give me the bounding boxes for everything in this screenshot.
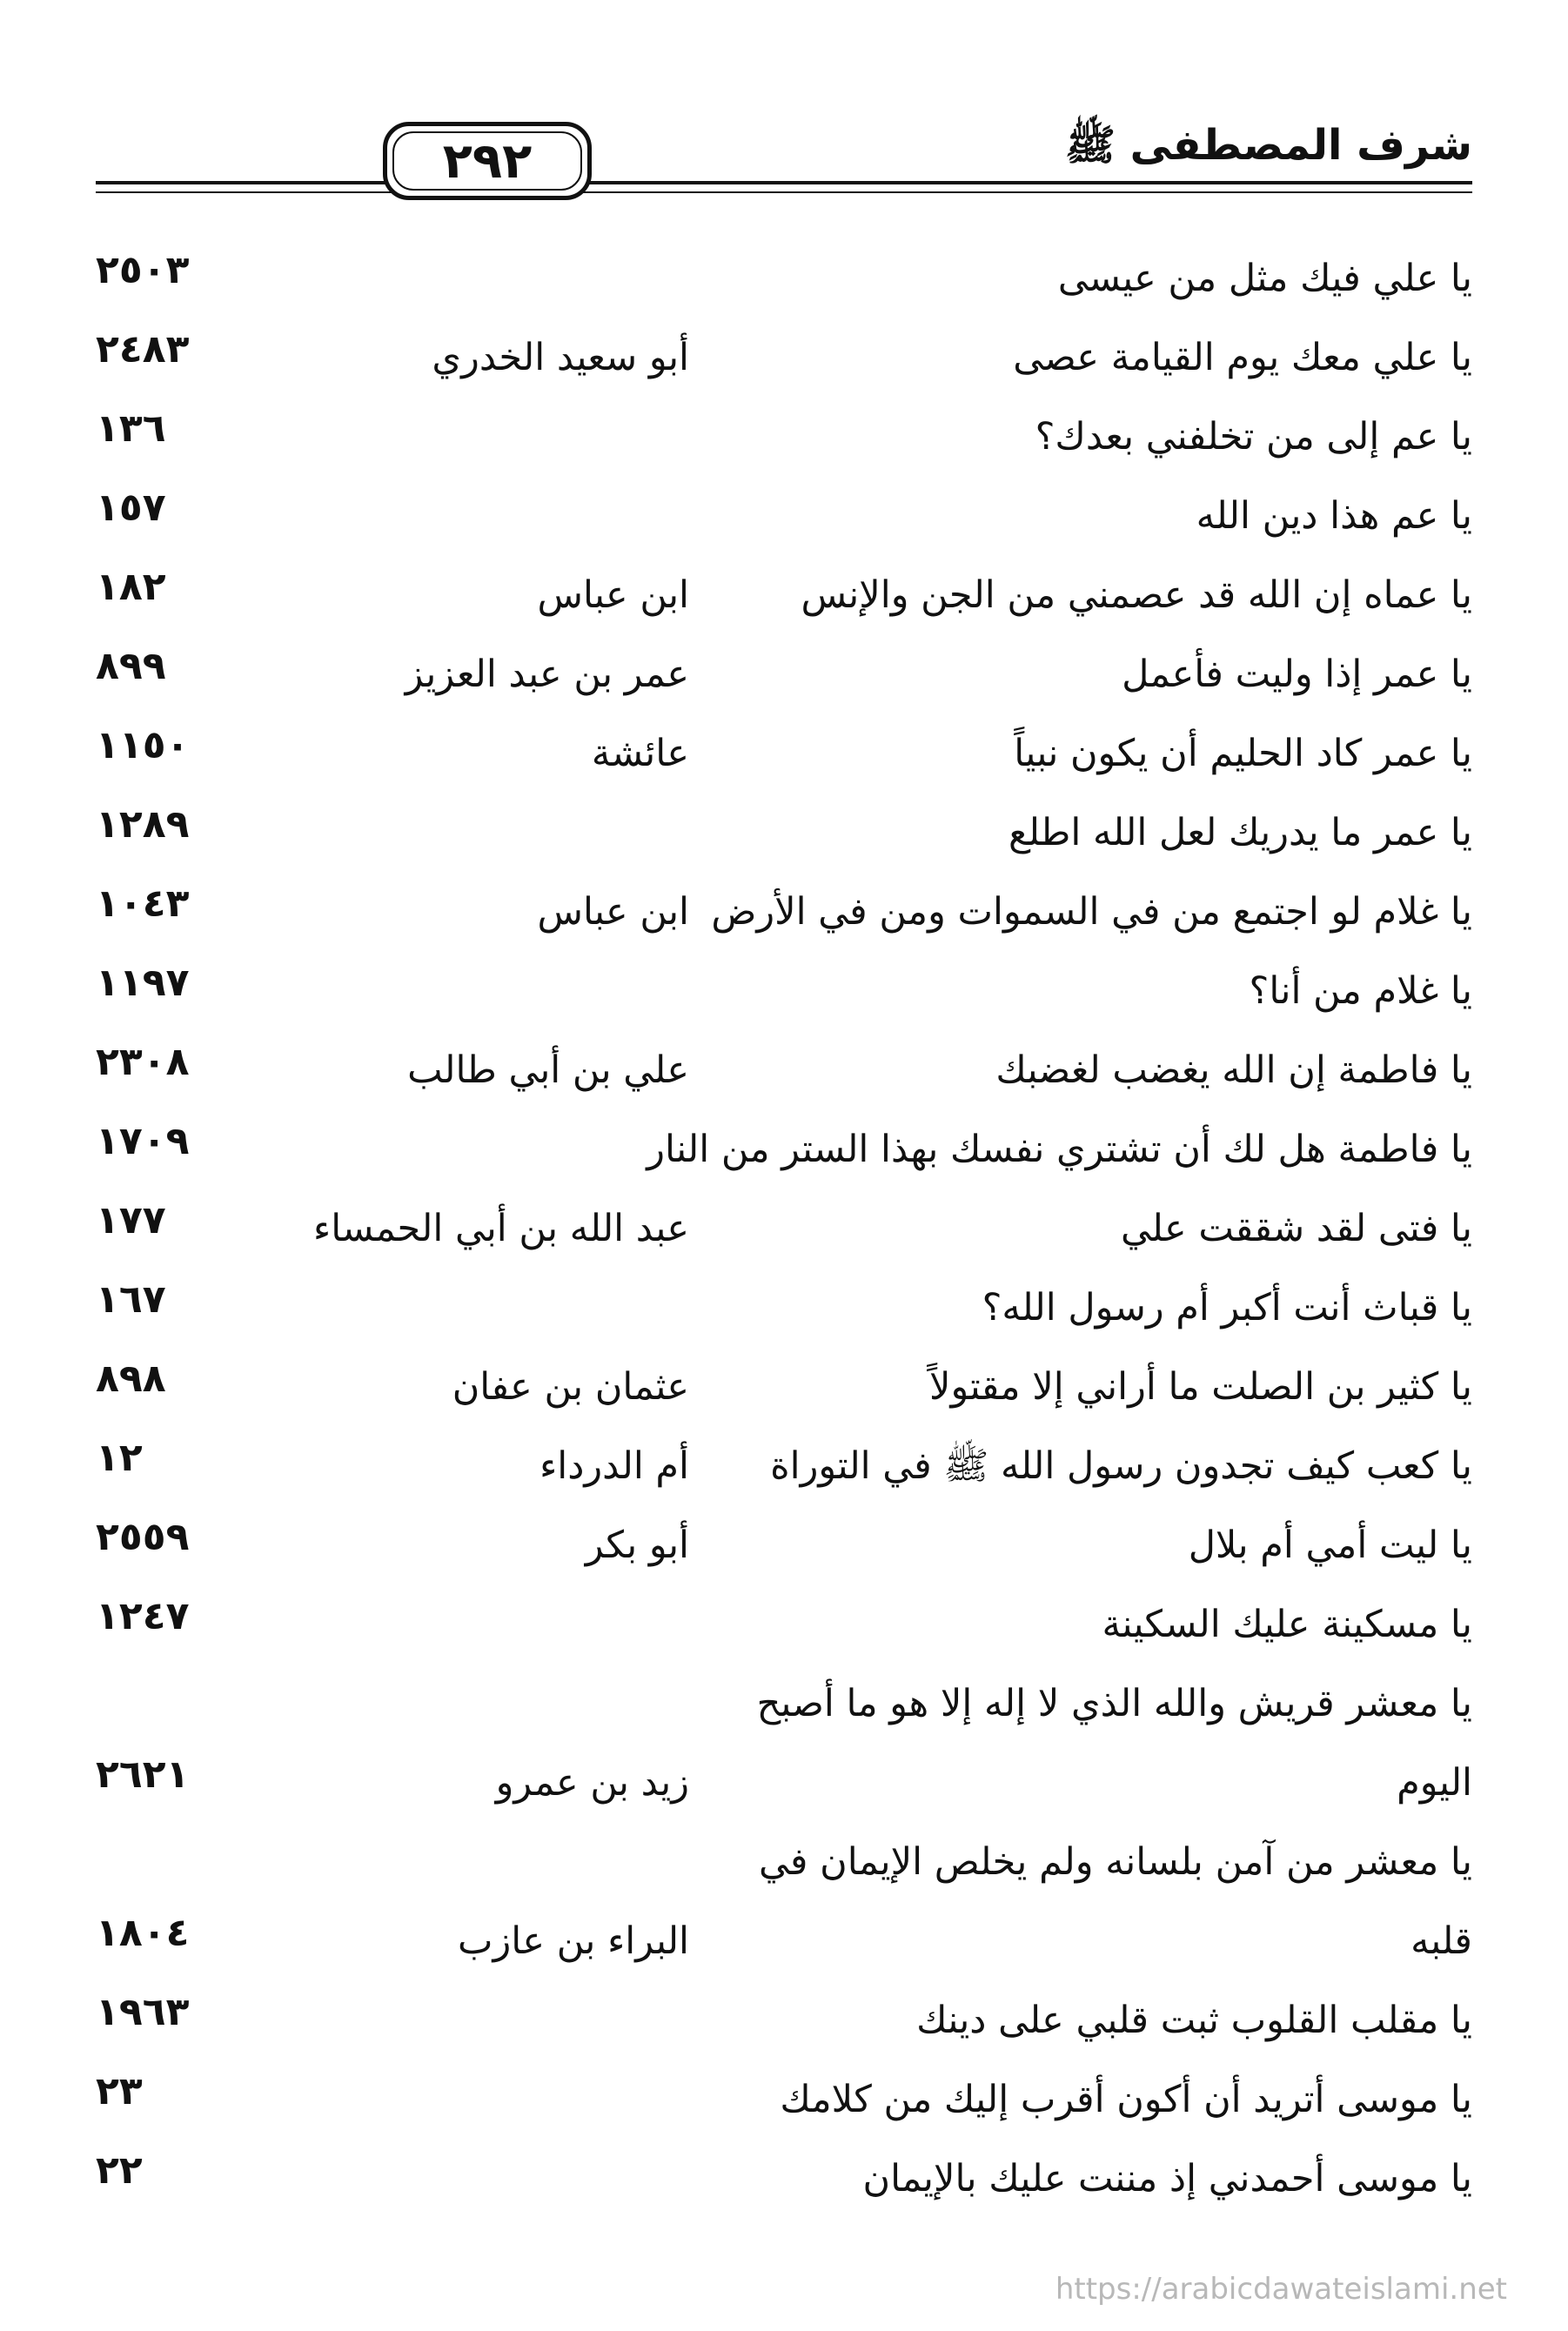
index-entry [96, 1656, 1472, 1814]
header-rule-top [96, 181, 1472, 184]
narrator-name: عائشة [591, 732, 689, 775]
hadith-title: يا عماه إن الله قد عصمني من الجن والإنس [801, 573, 1472, 617]
hadith-number: ١٨٢ [96, 565, 166, 609]
hadith-title: يا غلام لو اجتمع من في السموات ومن في الأرض [711, 890, 1472, 934]
index-entry [96, 1577, 1472, 1656]
index-entry [96, 231, 1472, 310]
index-entry [96, 943, 1472, 1022]
hadith-number: ٢٣ [96, 2069, 143, 2113]
hadith-number: ٨٩٩ [96, 644, 166, 688]
hadith-number: ٢٣٠٨ [96, 1040, 190, 1084]
hadith-number: ٢٤٨٣ [96, 327, 190, 372]
hadith-title: يا فتى لقد شققت علي [1120, 1207, 1472, 1250]
narrator-name: أبو سعيد الخدري [432, 336, 689, 379]
hadith-number: ٢٥٠٣ [96, 248, 190, 292]
index-entry [96, 1181, 1472, 1260]
hadith-title: يا عم هذا دين الله [1196, 494, 1472, 538]
hadith-number: ٨٩٨ [96, 1356, 166, 1401]
index-entry [96, 706, 1472, 785]
index-entry [96, 1497, 1472, 1577]
hadith-number: ١٣٦ [96, 406, 166, 451]
index-entry [96, 864, 1472, 943]
hadith-title: يا قباث أنت أكبر أم رسول الله؟ [982, 1286, 1472, 1330]
hadith-number: ١٦٧ [96, 1277, 166, 1322]
index-entry [96, 310, 1472, 389]
index-entry [96, 785, 1472, 864]
hadith-number: ٢٢ [96, 2148, 143, 2193]
narrator-name: أبو بكر [585, 1524, 689, 1567]
hadith-number: ١٥٧ [96, 486, 166, 530]
index-entry [96, 1973, 1472, 2052]
hadith-title: يا عمر ما يدريك لعل الله اطلع [1008, 811, 1472, 854]
hadith-title: يا عمر إذا وليت فأعمل [1122, 653, 1472, 696]
header-rule-bottom [96, 191, 1472, 193]
index-entry [96, 1260, 1472, 1339]
index-entry [96, 1102, 1472, 1181]
index-entry [96, 626, 1472, 706]
hadith-title: يا معشر قريش والله الذي لا إله إلا هو ما أصبح اليوم [756, 1682, 1472, 1805]
hadith-title: يا ليت أمي أم بلال [1188, 1524, 1472, 1567]
hadith-number: ١١٩٧ [96, 961, 190, 1005]
index-entry [96, 1339, 1472, 1418]
hadith-title: يا موسى أحمدني إذ مننت عليك بالإيمان [862, 2157, 1472, 2200]
watermark-url: https://arabicdawateislami.net [1055, 2272, 1507, 2307]
narrator-name: عثمان بن عفان [452, 1365, 689, 1409]
narrator-name: عبد الله بن أبي الحمساء [312, 1207, 689, 1250]
page-number: ٢٩٢ [383, 122, 592, 200]
hadith-number: ١٩٦٣ [96, 1990, 190, 2034]
index-entry [96, 1022, 1472, 1102]
narrator-name: أم الدرداء [539, 1444, 689, 1488]
hadith-title: يا مقلب القلوب ثبت قلبي على دينك [916, 1999, 1472, 2042]
hadith-title: يا كعب كيف تجدون رسول الله ﷺ في التوراة [770, 1444, 1472, 1488]
hadith-title: يا كثير بن الصلت ما أراني إلا مقتولاً [929, 1365, 1472, 1409]
hadith-title: يا علي معك يوم القيامة عصى [1013, 336, 1472, 379]
index-entry [96, 1418, 1472, 1497]
index-list [96, 231, 1472, 2210]
hadith-number: ١٢ [96, 1436, 143, 1480]
hadith-title: يا عمر كاد الحليم أن يكون نبياً [1014, 732, 1472, 775]
hadith-number: ١٧٧ [96, 1198, 166, 1243]
hadith-title: يا غلام من أنا؟ [1249, 969, 1472, 1013]
hadith-number: ١٨٠٤ [96, 1911, 190, 1955]
narrator-name: البراء بن عازب [458, 1919, 689, 1963]
index-entry [96, 2052, 1472, 2131]
page-header [96, 104, 1472, 209]
hadith-title: يا مسكينة عليك السكينة [1102, 1603, 1472, 1646]
hadith-title: يا معشر من آمن بلسانه ولم يخلص الإيمان في قلبه [759, 1840, 1472, 1963]
hadith-number: ٢٦٢١ [96, 1752, 190, 1797]
hadith-title: يا فاطمة هل لك أن تشتري نفسك بهذا الستر من النار [647, 1128, 1472, 1171]
index-entry [96, 547, 1472, 626]
index-entry [96, 389, 1472, 468]
hadith-number: ٢٥٥٩ [96, 1515, 190, 1559]
narrator-name: زيد بن عمرو [495, 1761, 689, 1805]
hadith-title: يا موسى أتريد أن أكون أقرب إليك من كلامك [780, 2078, 1472, 2121]
hadith-number: ١٠٤٣ [96, 881, 190, 926]
hadith-title: يا فاطمة إن الله يغضب لغضبك [995, 1048, 1472, 1092]
hadith-title: يا عم إلى من تخلفني بعدك؟ [1035, 415, 1472, 459]
narrator-name: علي بن أبي طالب [407, 1048, 689, 1092]
narrator-name: ابن عباس [537, 890, 689, 934]
index-entry [96, 468, 1472, 547]
hadith-number: ١٧٠٩ [96, 1119, 190, 1163]
narrator-name: ابن عباس [537, 573, 689, 617]
index-entry [96, 2131, 1472, 2210]
hadith-number: ١٢٤٧ [96, 1594, 190, 1638]
hadith-number: ١٢٨٩ [96, 802, 190, 847]
book-title: شرف المصطفى ﷺ [1064, 121, 1472, 170]
narrator-name: عمر بن عبد العزيز [405, 653, 689, 696]
hadith-title: يا علي فيك مثل من عيسى [1057, 257, 1472, 300]
index-entry [96, 1814, 1472, 1973]
hadith-number: ١١٥٠ [96, 723, 190, 767]
